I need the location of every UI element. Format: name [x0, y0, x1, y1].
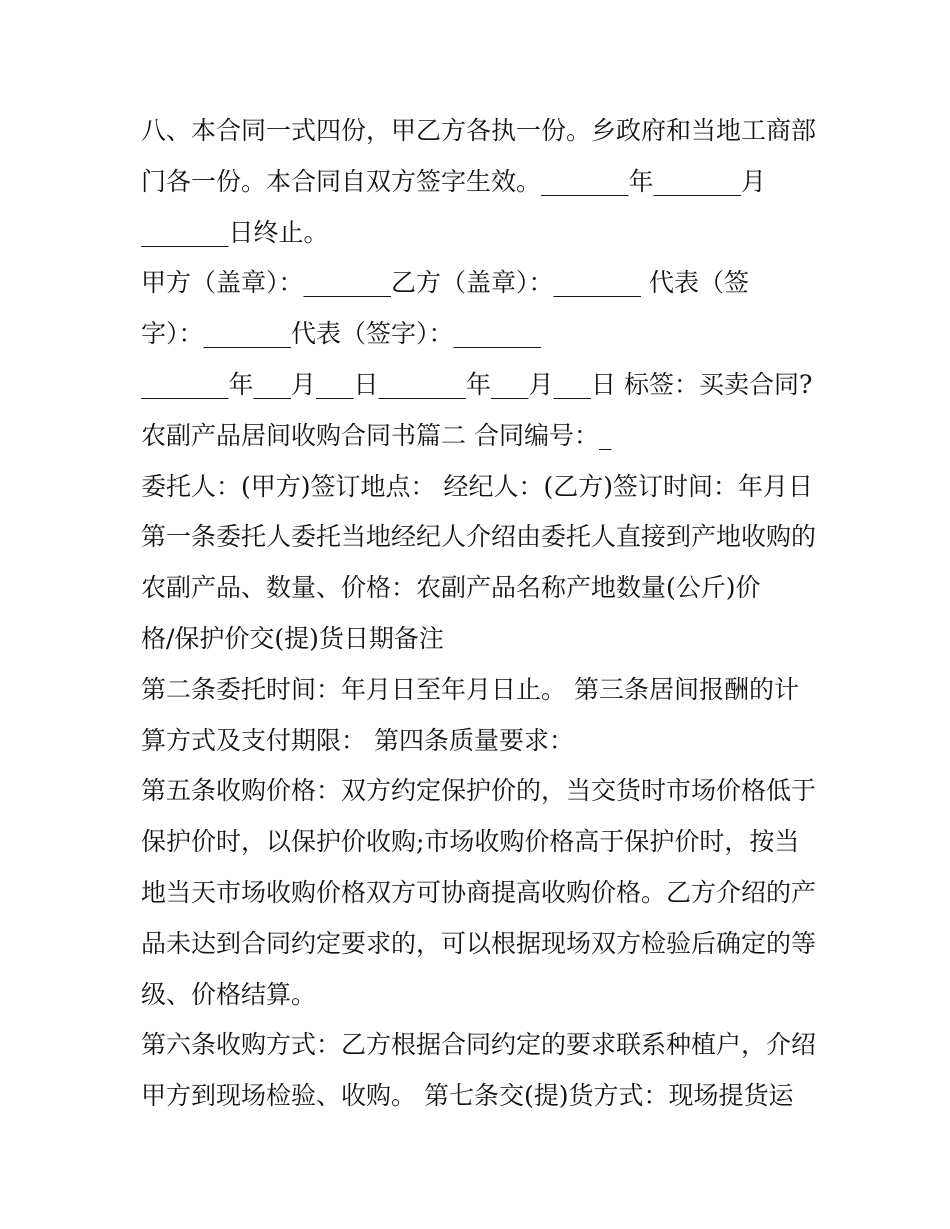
text-line: 八、本合同一式四份，甲乙方各执一份。乡政府和当地工商部 [141, 116, 817, 145]
text-line: 第六条收购方式：乙方根据合同约定的要求联系种植户，介绍 [141, 1030, 817, 1060]
text-line: 第二条委托时间：年月日至年月日止。 第三条居间报酬的计 [141, 674, 799, 704]
text-line: 级、价格结算。 [141, 979, 317, 1009]
text-line: 保护价时，以保护价收购;市场收购价格高于保护价时，按当 [141, 827, 800, 857]
text-line: 地当天市场收购价格双方可协商提高收购价格。乙方介绍的产 [141, 877, 817, 907]
text-line: 格/保护价交(提)货日期备注 [141, 623, 444, 653]
text-line: 委托人：(甲方)签订地点： 经纪人：(乙方)签订时间：年月日 [141, 471, 813, 501]
text-line: 第一条委托人委托当地经纪人介绍由委托人直接到产地收购的 [141, 522, 817, 552]
text-line: 品未达到合同约定要求的，可以根据现场双方检验后确定的等 [141, 928, 817, 958]
text-line: 农副产品居间收购合同书篇二 合同编号：_ [141, 420, 612, 450]
text-line: 农副产品、数量、价格：农副产品名称产地数量(公斤)价 [141, 573, 761, 603]
text-line: _______年___月___日_______年___月___日 标签：买卖合同? [141, 369, 813, 399]
text-line: 算方式及支付期限： 第四条质量要求： [141, 725, 574, 755]
text-line: 第五条收购价格：双方约定保护价的，当交货时市场价格低于 [141, 776, 817, 806]
document-body [141, 106, 821, 1122]
text-line: 门各一份。本合同自双方签字生效。_______年_______月 [141, 166, 767, 196]
text-line: 甲方到现场检验、收购。 第七条交(提)货方式：现场提货运 [141, 1081, 794, 1111]
text-line: _______日终止。 [141, 217, 329, 247]
text-line: 字）：_______代表（签字）：_______ [141, 319, 542, 349]
text-line: 甲方（盖章）：_______乙方（盖章）：_______ 代表（签 [141, 268, 749, 298]
